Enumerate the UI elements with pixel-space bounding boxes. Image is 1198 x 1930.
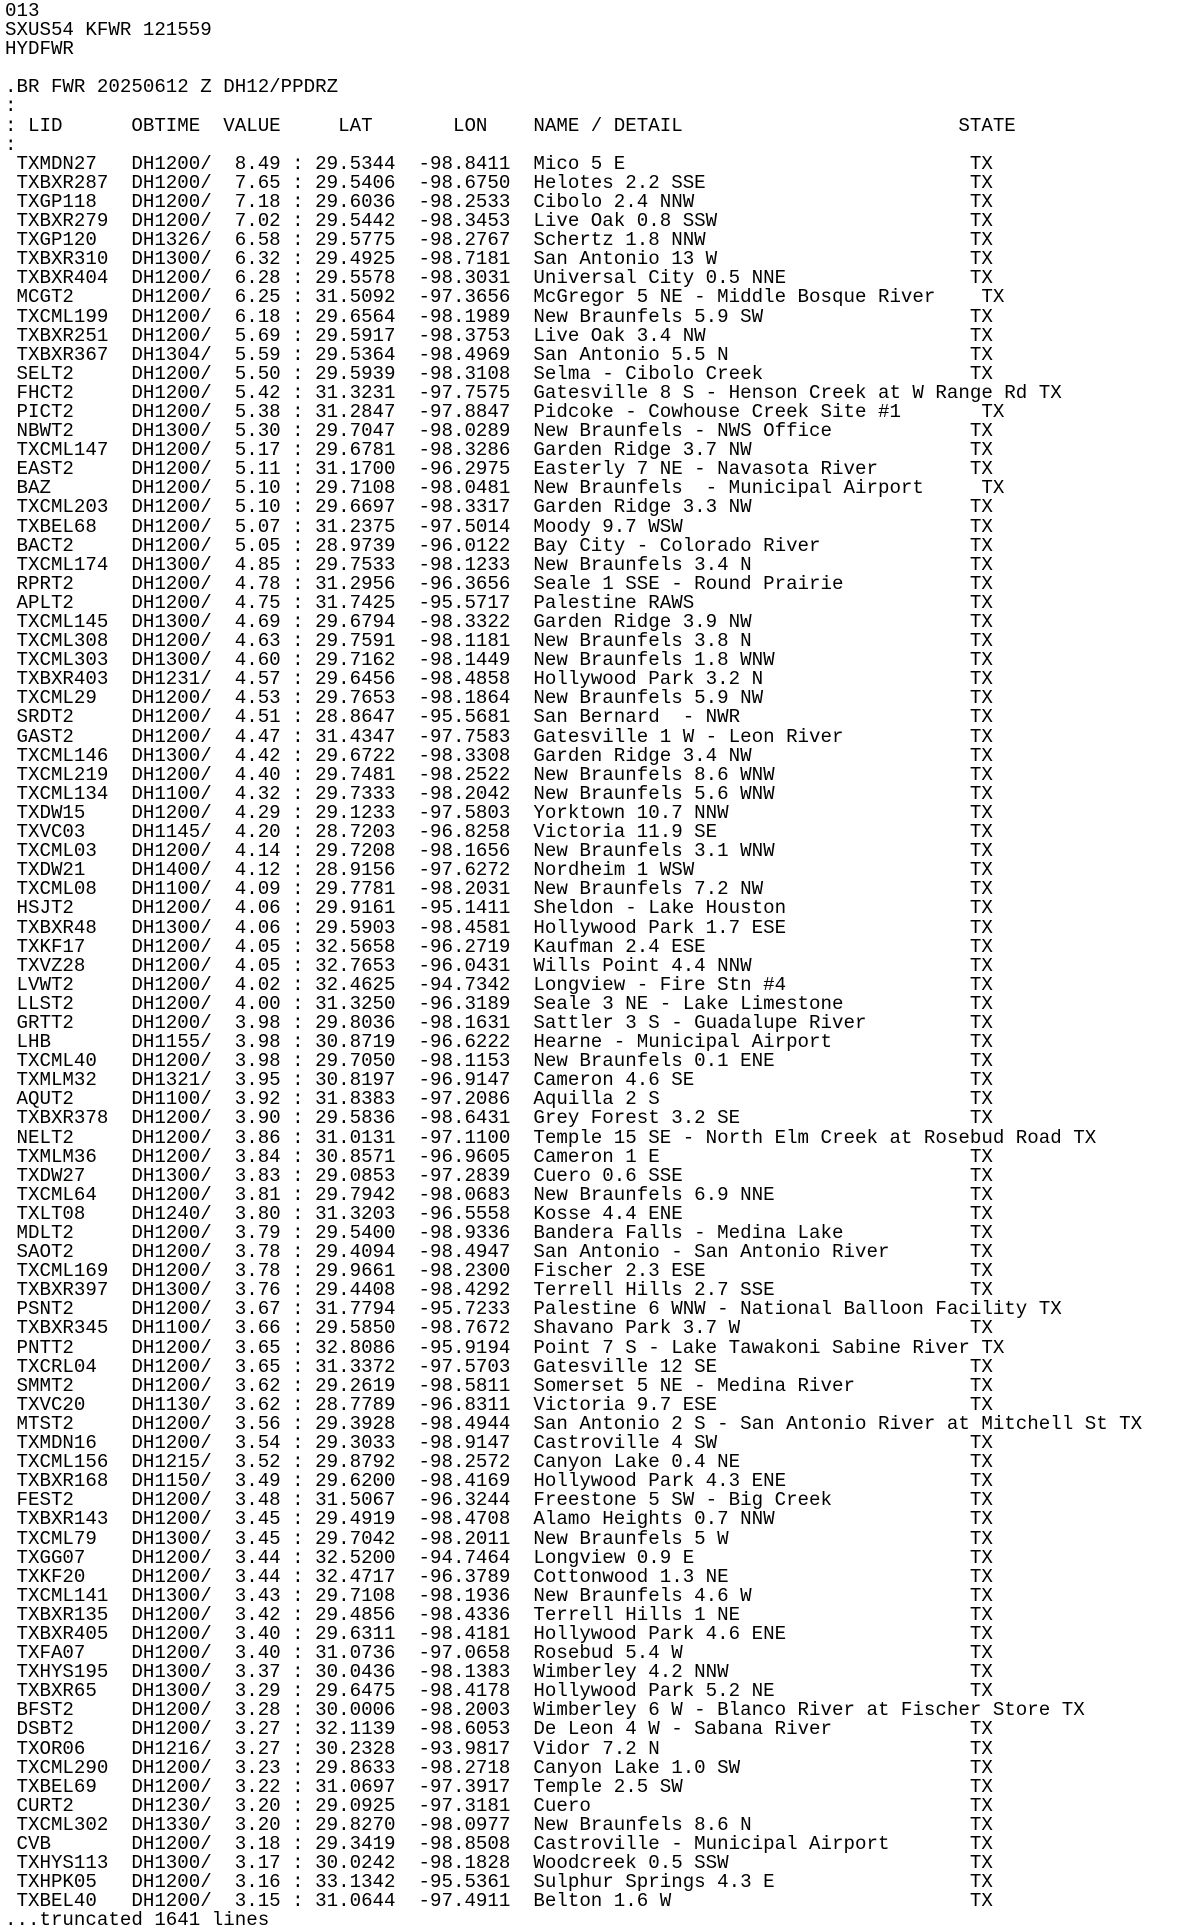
text-line: TXFA07 DH1200/ 3.40 : 31.0736 -97.0658 Rosebud 5.4 W TX bbox=[5, 1642, 993, 1665]
text-line: SMMT2 DH1200/ 3.62 : 29.2619 -98.5811 Somerset 5 NE - Medina River TX bbox=[5, 1374, 993, 1397]
text-line: NBWT2 DH1300/ 5.30 : 29.7047 -98.0289 New Braunfels - NWS Office TX bbox=[5, 420, 993, 443]
text-line: MTST2 DH1200/ 3.56 : 29.3928 -98.4944 San Antonio 2 S - San Antonio River at Mitchell St TX bbox=[5, 1412, 1143, 1435]
text-line: TXCML145 DH1300/ 4.69 : 29.6794 -98.3322 Garden Ridge 3.9 NW TX bbox=[5, 611, 993, 633]
text-line: TXCML147 DH1200/ 5.17 : 29.6781 -98.3286 Garden Ridge 3.7 NW TX bbox=[5, 439, 993, 462]
text-line: TXBXR345 DH1100/ 3.66 : 29.5850 -98.7672 Shavano Park 3.7 W TX bbox=[5, 1317, 993, 1340]
text-line: TXCML219 DH1200/ 4.40 : 29.7481 -98.2522 New Braunfels 8.6 WNW TX bbox=[5, 763, 993, 786]
text-line: TXBXR168 DH1150/ 3.49 : 29.6200 -98.4169 Hollywood Park 4.3 ENE TX bbox=[5, 1470, 993, 1493]
text-line: ...truncated 1641 lines bbox=[5, 1909, 270, 1930]
text-line: TXKF17 DH1200/ 4.05 : 32.5658 -96.2719 Kaufman 2.4 ESE TX bbox=[5, 935, 993, 958]
text-line: TXCML174 DH1300/ 4.85 : 29.7533 -98.1233 New Braunfels 3.4 N TX bbox=[5, 553, 993, 576]
text-line: TXBEL69 DH1200/ 3.22 : 31.0697 -97.3917 Temple 2.5 SW TX bbox=[5, 1775, 993, 1798]
text-line: : LID OBTIME VALUE LAT LON NAME / DETAIL STATE bbox=[5, 114, 1016, 137]
text-line: TXCML146 DH1300/ 4.42 : 29.6722 -98.3308 Garden Ridge 3.4 NW TX bbox=[5, 744, 993, 767]
text-line: TXHYS113 DH1300/ 3.17 : 30.0242 -98.1828 Woodcreek 0.5 SSW TX bbox=[5, 1852, 993, 1875]
text-line: TXMDN16 DH1200/ 3.54 : 29.3033 -98.9147 Castroville 4 SW TX bbox=[5, 1432, 993, 1455]
text-line: TXCML308 DH1200/ 4.63 : 29.7591 -98.1181 New Braunfels 3.8 N TX bbox=[5, 630, 993, 653]
text-line: NELT2 DH1200/ 3.86 : 31.0131 -97.1100 Temple 15 SE - North Elm Creek at Rosebud Road TX bbox=[5, 1126, 1097, 1149]
text-line: TXCML29 DH1200/ 4.53 : 29.7653 -98.1864 New Braunfels 5.9 NW TX bbox=[5, 687, 993, 710]
text-line: PICT2 DH1200/ 5.38 : 31.2847 -97.8847 Pidcoke - Cowhouse Creek Site #1 TX bbox=[5, 400, 1005, 423]
text-line: TXCML141 DH1300/ 3.43 : 29.7108 -98.1936 New Braunfels 4.6 W TX bbox=[5, 1584, 993, 1607]
text-line: TXCML134 DH1100/ 4.32 : 29.7333 -98.2042 New Braunfels 5.6 WNW TX bbox=[5, 782, 993, 805]
text-line: GAST2 DH1200/ 4.47 : 31.4347 -97.7583 Gatesville 1 W - Leon River TX bbox=[5, 725, 993, 748]
text-line: TXCRL04 DH1200/ 3.65 : 31.3372 -97.5703 Gatesville 12 SE TX bbox=[5, 1355, 993, 1378]
text-line: TXCML169 DH1200/ 3.78 : 29.9661 -98.2300 Fischer 2.3 ESE TX bbox=[5, 1260, 993, 1283]
text-line: TXBXR405 DH1200/ 3.40 : 29.6311 -98.4181 Hollywood Park 4.6 ENE TX bbox=[5, 1622, 993, 1645]
text-line: SRDT2 DH1200/ 4.51 : 28.8647 -95.5681 San Bernard - NWR TX bbox=[5, 706, 993, 729]
text-line: APLT2 DH1200/ 4.75 : 31.7425 -95.5717 Palestine RAWS TX bbox=[5, 591, 993, 614]
text-line: GRTT2 DH1200/ 3.98 : 29.8036 -98.1631 Sattler 3 S - Guadalupe River TX bbox=[5, 1011, 993, 1034]
text-line: TXCML79 DH1300/ 3.45 : 29.7042 -98.2011 New Braunfels 5 W TX bbox=[5, 1527, 993, 1550]
text-line: MCGT2 DH1200/ 6.25 : 31.5092 -97.3656 McGregor 5 NE - Middle Bosque River TX bbox=[5, 286, 1005, 309]
text-line: TXVC03 DH1145/ 4.20 : 28.7203 -96.8258 Victoria 11.9 SE TX bbox=[5, 821, 993, 844]
text-line: SXUS54 KFWR 121559 bbox=[5, 19, 212, 42]
text-line: TXBXR279 DH1200/ 7.02 : 29.5442 -98.3453 Live Oak 0.8 SSW TX bbox=[5, 210, 993, 233]
text-line: TXHPK05 DH1200/ 3.16 : 33.1342 -95.5361 Sulphur Springs 4.3 E TX bbox=[5, 1871, 993, 1894]
text-line: EAST2 DH1200/ 5.11 : 31.1700 -96.2975 Easterly 7 NE - Navasota River TX bbox=[5, 458, 993, 481]
text-line: DSBT2 DH1200/ 3.27 : 32.1139 -98.6053 De Leon 4 W - Sabana River TX bbox=[5, 1718, 993, 1741]
text-line: : bbox=[5, 133, 17, 156]
text-line: TXBXR397 DH1300/ 3.76 : 29.4408 -98.4292 Terrell Hills 2.7 SSE TX bbox=[5, 1279, 993, 1302]
text-line: SELT2 DH1200/ 5.50 : 29.5939 -98.3108 Selma - Cibolo Creek TX bbox=[5, 362, 993, 385]
text-line: AQUT2 DH1100/ 3.92 : 31.8383 -97.2086 Aquilla 2 S TX bbox=[5, 1088, 993, 1111]
text-line: TXGP118 DH1200/ 7.18 : 29.6036 -98.2533 Cibolo 2.4 NNW TX bbox=[5, 190, 993, 213]
text-line: TXMDN27 DH1200/ 8.49 : 29.5344 -98.8411 Mico 5 E TX bbox=[5, 152, 993, 175]
text-line: BAZ DH1200/ 5.10 : 29.7108 -98.0481 New Braunfels - Municipal Airport TX bbox=[5, 477, 1005, 500]
text-line: TXMLM36 DH1200/ 3.84 : 30.8571 -96.9605 Cameron 1 E TX bbox=[5, 1145, 993, 1168]
text-line: LLST2 DH1200/ 4.00 : 31.3250 -96.3189 Seale 3 NE - Lake Limestone TX bbox=[5, 992, 993, 1015]
text-line: TXBXR251 DH1200/ 5.69 : 29.5917 -98.3753 Live Oak 3.4 NW TX bbox=[5, 324, 993, 347]
text-line: TXCML03 DH1200/ 4.14 : 29.7208 -98.1656 New Braunfels 3.1 WNW TX bbox=[5, 840, 993, 863]
text-line: TXBXR65 DH1300/ 3.29 : 29.6475 -98.4178 Hollywood Park 5.2 NE TX bbox=[5, 1680, 993, 1703]
text-line: TXCML156 DH1215/ 3.52 : 29.8792 -98.2572 Canyon Lake 0.4 NE TX bbox=[5, 1451, 993, 1474]
text-line: CVB DH1200/ 3.18 : 29.3419 -98.8508 Castroville - Municipal Airport TX bbox=[5, 1833, 993, 1855]
text-line: TXBXR404 DH1200/ 6.28 : 29.5578 -98.3031 Universal City 0.5 NNE TX bbox=[5, 267, 993, 290]
text-line: FEST2 DH1200/ 3.48 : 31.5067 -96.3244 Freestone 5 SW - Big Creek TX bbox=[5, 1489, 993, 1512]
text-line: BFST2 DH1200/ 3.28 : 30.0006 -98.2003 Wimberley 6 W - Blanco River at Fischer Store TX bbox=[5, 1699, 1085, 1722]
text-line: TXBXR367 DH1304/ 5.59 : 29.5364 -98.4969 San Antonio 5.5 N TX bbox=[5, 343, 993, 366]
text-line: TXBXR403 DH1231/ 4.57 : 29.6456 -98.4858 Hollywood Park 3.2 N TX bbox=[5, 668, 993, 691]
text-line: TXDW15 DH1200/ 4.29 : 29.1233 -97.5803 Yorktown 10.7 NNW TX bbox=[5, 801, 993, 824]
text-line: : bbox=[5, 95, 17, 118]
text-line: .BR FWR 20250612 Z DH12/PPDRZ bbox=[5, 76, 339, 99]
text-line: TXCML64 DH1200/ 3.81 : 29.7942 -98.0683 New Braunfels 6.9 NNE TX bbox=[5, 1183, 993, 1206]
text-line: PSNT2 DH1200/ 3.67 : 31.7794 -95.7233 Palestine 6 WNW - National Balloon Facility TX bbox=[5, 1298, 1062, 1321]
text-line: TXBXR143 DH1200/ 3.45 : 29.4919 -98.4708 Alamo Heights 0.7 NNW TX bbox=[5, 1508, 993, 1531]
text-line: 013 bbox=[5, 0, 40, 22]
text-line: TXBXR48 DH1300/ 4.06 : 29.5903 -98.4581 Hollywood Park 1.7 ESE TX bbox=[5, 916, 993, 939]
text-line: TXOR06 DH1216/ 3.27 : 30.2328 -93.9817 Vidor 7.2 N TX bbox=[5, 1737, 993, 1760]
text-line: TXCML203 DH1200/ 5.10 : 29.6697 -98.3317 Garden Ridge 3.3 NW TX bbox=[5, 496, 993, 519]
text-line: TXVZ28 DH1200/ 4.05 : 32.7653 -96.0431 Wills Point 4.4 NNW TX bbox=[5, 954, 993, 977]
text-line: TXLT08 DH1240/ 3.80 : 31.3203 -96.5558 Kosse 4.4 ENE TX bbox=[5, 1202, 993, 1225]
text-line: TXVC20 DH1130/ 3.62 : 28.7789 -96.8311 Victoria 9.7 ESE TX bbox=[5, 1393, 993, 1416]
text-line: TXBXR378 DH1200/ 3.90 : 29.5836 -98.6431 Grey Forest 3.2 SE TX bbox=[5, 1107, 993, 1130]
text-line: SAOT2 DH1200/ 3.78 : 29.4094 -98.4947 San Antonio - San Antonio River TX bbox=[5, 1241, 993, 1264]
text-line: TXGG07 DH1200/ 3.44 : 32.5200 -94.7464 Longview 0.9 E TX bbox=[5, 1546, 993, 1569]
text-line: TXBEL40 DH1200/ 3.15 : 31.0644 -97.4911 Belton 1.6 W TX bbox=[5, 1890, 993, 1913]
text-line: TXBEL68 DH1200/ 5.07 : 31.2375 -97.5014 Moody 9.7 WSW TX bbox=[5, 515, 993, 538]
text-line: TXCML08 DH1100/ 4.09 : 29.7781 -98.2031 New Braunfels 7.2 NW TX bbox=[5, 878, 993, 901]
text-line: TXCML302 DH1330/ 3.20 : 29.8270 -98.0977 New Braunfels 8.6 N TX bbox=[5, 1813, 993, 1836]
text-line: TXKF20 DH1200/ 3.44 : 32.4717 -96.3789 Cottonwood 1.3 NE TX bbox=[5, 1565, 993, 1588]
text-line: LHB DH1155/ 3.98 : 30.8719 -96.6222 Hearne - Municipal Airport TX bbox=[5, 1031, 993, 1054]
text-line: MDLT2 DH1200/ 3.79 : 29.5400 -98.9336 Bandera Falls - Medina Lake TX bbox=[5, 1222, 993, 1244]
text-line: HYDFWR bbox=[5, 38, 74, 61]
text-line: PNTT2 DH1200/ 3.65 : 32.8086 -95.9194 Point 7 S - Lake Tawakoni Sabine River TX bbox=[5, 1336, 1005, 1359]
text-line: CURT2 DH1230/ 3.20 : 29.0925 -97.3181 Cuero TX bbox=[5, 1794, 993, 1817]
text-line: TXBXR310 DH1300/ 6.32 : 29.4925 -98.7181 San Antonio 13 W TX bbox=[5, 248, 993, 271]
text-line: HSJT2 DH1200/ 4.06 : 29.9161 -95.1411 Sheldon - Lake Houston TX bbox=[5, 897, 993, 920]
text-line: LVWT2 DH1200/ 4.02 : 32.4625 -94.7342 Longview - Fire Stn #4 TX bbox=[5, 973, 993, 996]
text-line: TXCML40 DH1200/ 3.98 : 29.7050 -98.1153 New Braunfels 0.1 ENE TX bbox=[5, 1050, 993, 1073]
text-line: TXCML303 DH1300/ 4.60 : 29.7162 -98.1449 New Braunfels 1.8 WNW TX bbox=[5, 649, 993, 672]
text-line: TXBXR287 DH1200/ 7.65 : 29.5406 -98.6750 Helotes 2.2 SSE TX bbox=[5, 171, 993, 194]
text-line: FHCT2 DH1200/ 5.42 : 31.3231 -97.7575 Gatesville 8 S - Henson Creek at W Range Rd TX bbox=[5, 381, 1062, 404]
text-line: TXGP120 DH1326/ 6.58 : 29.5775 -98.2767 Schertz 1.8 NNW TX bbox=[5, 229, 993, 252]
text-line: TXCML199 DH1200/ 6.18 : 29.6564 -98.1989 New Braunfels 5.9 SW TX bbox=[5, 305, 993, 328]
text-line: TXBXR135 DH1200/ 3.42 : 29.4856 -98.4336 Terrell Hills 1 NE TX bbox=[5, 1603, 993, 1626]
text-line: TXMLM32 DH1321/ 3.95 : 30.8197 -96.9147 Cameron 4.6 SE TX bbox=[5, 1069, 993, 1092]
text-line: TXCML290 DH1200/ 3.23 : 29.8633 -98.2718 Canyon Lake 1.0 SW TX bbox=[5, 1756, 993, 1779]
text-line: TXDW27 DH1300/ 3.83 : 29.0853 -97.2839 Cuero 0.6 SSE TX bbox=[5, 1164, 993, 1187]
text-line: TXHYS195 DH1300/ 3.37 : 30.0436 -98.1383 Wimberley 4.2 NNW TX bbox=[5, 1661, 993, 1684]
text-line: RPRT2 DH1200/ 4.78 : 31.2956 -96.3656 Seale 1 SSE - Round Prairie TX bbox=[5, 572, 993, 595]
text-line: BACT2 DH1200/ 5.05 : 28.9739 -96.0122 Bay City - Colorado River TX bbox=[5, 534, 993, 557]
text-line: TXDW21 DH1400/ 4.12 : 28.9156 -97.6272 Nordheim 1 WSW TX bbox=[5, 859, 993, 882]
